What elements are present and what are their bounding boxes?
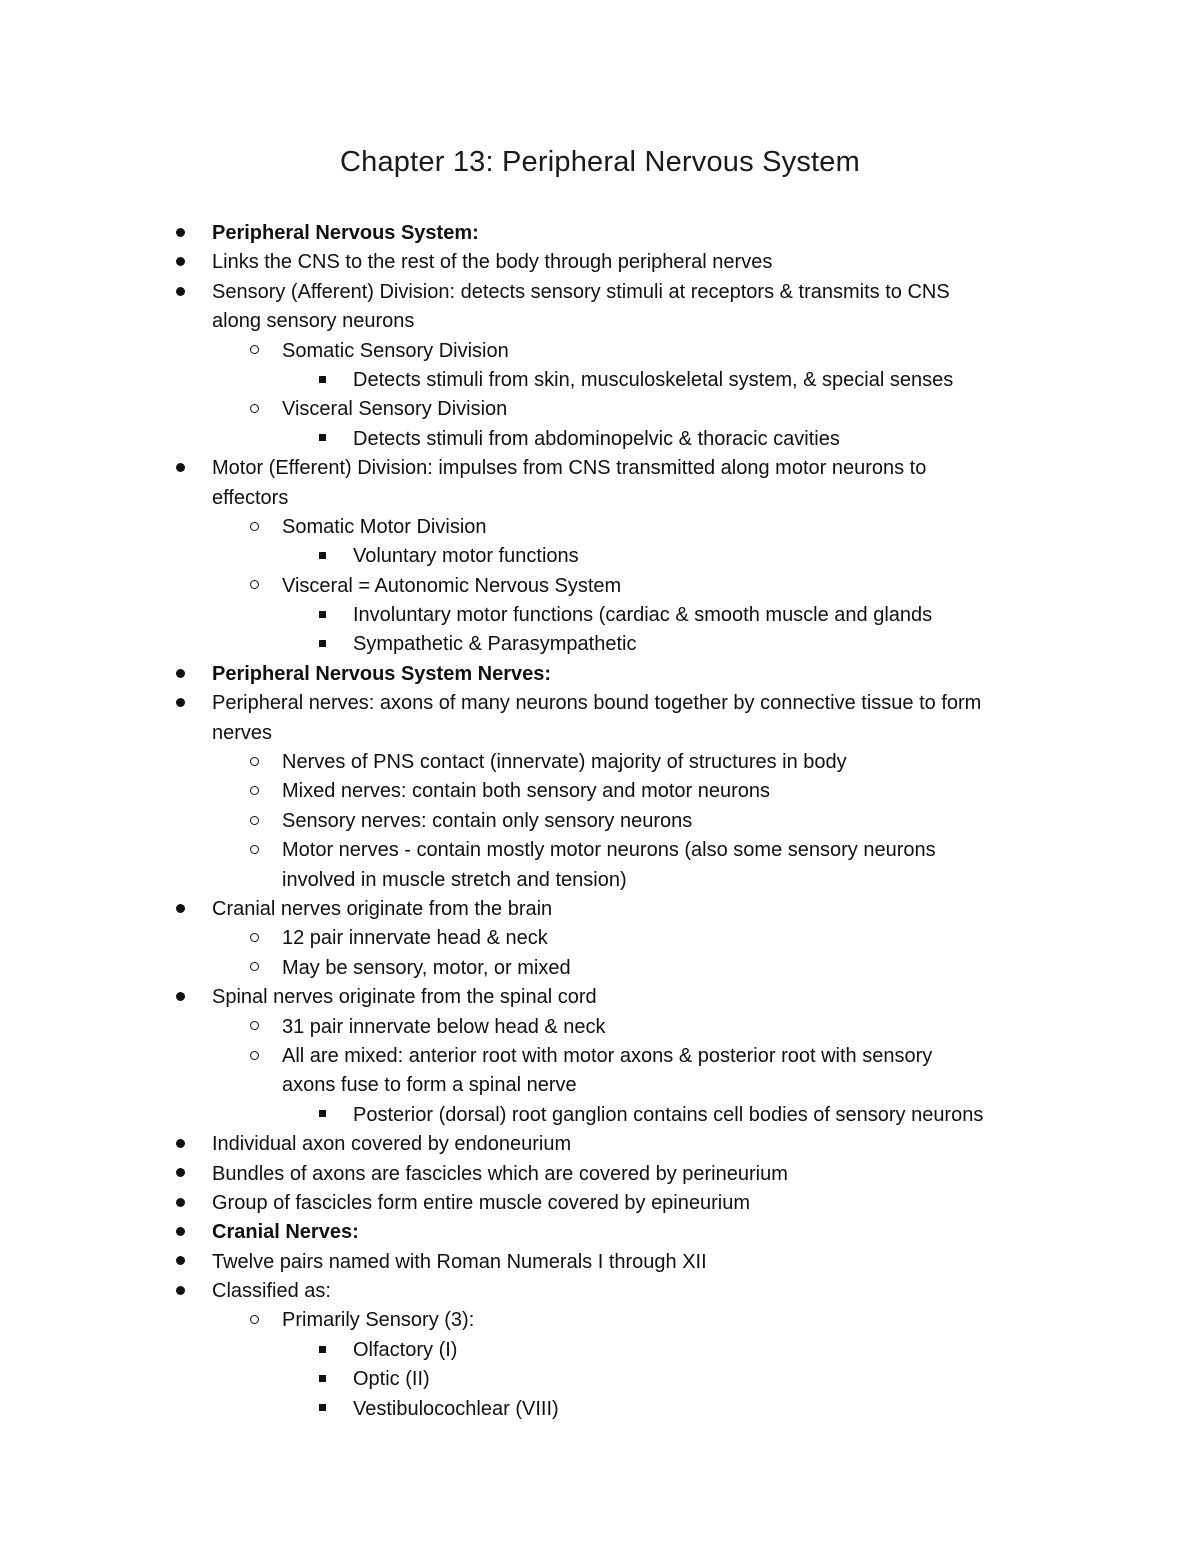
list-item-text: nerves: [212, 721, 273, 744]
list-item-text: Detects stimuli from skin, musculoskeletal system, & special senses: [353, 368, 954, 391]
list-item-text: axons fuse to form a spinal nerve: [282, 1074, 577, 1097]
list-item-text: Detects stimuli from abdominopelvic & thoracic cavities: [353, 427, 840, 450]
bullet-disc-icon: [170, 660, 190, 689]
list-item: [0, 1277, 1200, 1306]
list-item-text: Olfactory (I): [353, 1338, 458, 1361]
list-item-text: Involuntary motor functions (cardiac & smooth muscle and glands: [353, 604, 933, 627]
list-item: [0, 895, 1200, 924]
bullet-disc-icon: [170, 454, 190, 483]
list-item-continuation: [0, 307, 1200, 336]
bullet-circle-icon: [244, 777, 264, 806]
list-item-text: Posterior (dorsal) root ganglion contains cell bodies of sensory neurons: [353, 1103, 984, 1126]
list-item: [0, 1306, 1200, 1335]
list-item: [0, 366, 1200, 395]
list-item-text: Voluntary motor functions: [353, 545, 579, 568]
list-item: [0, 924, 1200, 953]
list-item-text: Primarily Sensory (3):: [282, 1309, 475, 1332]
list-item-continuation: [0, 484, 1200, 513]
list-item-text: Motor (Efferent) Division: impulses from CNS transmitted along motor neurons to: [212, 457, 927, 480]
bullet-circle-icon: [244, 924, 264, 953]
bullet-disc-icon: [170, 219, 190, 248]
bullet-square-icon: [312, 1336, 332, 1365]
list-item: [0, 1336, 1200, 1365]
list-item-continuation: [0, 866, 1200, 895]
list-item: [0, 1042, 1200, 1071]
list-item-text: Sensory nerves: contain only sensory neurons: [282, 809, 693, 832]
list-item-continuation: [0, 1071, 1200, 1100]
list-item-text: Vestibulocochlear (VIII): [353, 1397, 559, 1420]
bullet-circle-icon: [244, 836, 264, 865]
list-item: [0, 1189, 1200, 1218]
bullet-circle-icon: [244, 572, 264, 601]
bullet-disc-icon: [170, 1218, 190, 1247]
bullet-disc-icon: [170, 983, 190, 1012]
list-item: [0, 513, 1200, 542]
list-item-text: Optic (II): [353, 1368, 430, 1391]
bullet-disc-icon: [170, 689, 190, 718]
list-item: [0, 454, 1200, 483]
list-item: [0, 542, 1200, 571]
list-item: [0, 1365, 1200, 1394]
list-item-text: Links the CNS to the rest of the body through peripheral nerves: [212, 251, 773, 274]
list-item: [0, 689, 1200, 718]
section-heading: Cranial Nerves:: [212, 1221, 359, 1244]
bullet-disc-icon: [170, 1189, 190, 1218]
list-item: [0, 395, 1200, 424]
list-item: [0, 219, 1200, 248]
list-item: [0, 425, 1200, 454]
bullet-circle-icon: [244, 513, 264, 542]
list-item-text: along sensory neurons: [212, 310, 415, 333]
list-item: [0, 1160, 1200, 1189]
list-item-text: 31 pair innervate below head & neck: [282, 1015, 606, 1038]
section-heading: Peripheral Nervous System:: [212, 222, 479, 244]
bullet-circle-icon: [244, 1042, 264, 1071]
list-item-text: Classified as:: [212, 1280, 331, 1303]
list-item: [0, 630, 1200, 659]
bullet-disc-icon: [170, 278, 190, 307]
outline-list: [0, 219, 1200, 1424]
bullet-square-icon: [312, 366, 332, 395]
section-heading: Peripheral Nervous System Nerves:: [212, 662, 552, 685]
bullet-square-icon: [312, 425, 332, 454]
bullet-square-icon: [312, 601, 332, 630]
list-item: [0, 248, 1200, 277]
list-item: [0, 601, 1200, 630]
list-item-text: Somatic Motor Division: [282, 515, 487, 538]
list-item-text: Spinal nerves originate from the spinal cord: [212, 986, 597, 1009]
list-item: [0, 836, 1200, 865]
list-item-text: Cranial nerves originate from the brain: [212, 897, 553, 920]
bullet-circle-icon: [244, 395, 264, 424]
list-item-text: effectors: [212, 486, 289, 509]
bullet-circle-icon: [244, 1013, 264, 1042]
bullet-disc-icon: [170, 1277, 190, 1306]
list-item: [0, 954, 1200, 983]
list-item: [0, 1013, 1200, 1042]
list-item-text: involved in muscle stretch and tension): [282, 868, 627, 891]
list-item-text: All are mixed: anterior root with motor axons & posterior root with sensory: [282, 1044, 933, 1067]
list-item-text: Visceral Sensory Division: [282, 398, 508, 421]
list-item-text: Sympathetic & Parasympathetic: [353, 633, 637, 656]
list-item: [0, 748, 1200, 777]
bullet-square-icon: [312, 1101, 332, 1130]
list-item-text: Mixed nerves: contain both sensory and motor neurons: [282, 780, 771, 803]
bullet-circle-icon: [244, 337, 264, 366]
bullet-circle-icon: [244, 748, 264, 777]
bullet-disc-icon: [170, 1248, 190, 1277]
list-item-text: Twelve pairs named with Roman Numerals I through XII: [212, 1250, 707, 1273]
bullet-disc-icon: [170, 1130, 190, 1159]
list-item: [0, 1395, 1200, 1424]
bullet-square-icon: [312, 630, 332, 659]
bullet-circle-icon: [244, 954, 264, 983]
list-item: [0, 660, 1200, 689]
list-item: [0, 777, 1200, 806]
list-item-text: Sensory (Afferent) Division: detects sensory stimuli at receptors & transmits to CNS: [212, 280, 950, 303]
list-item-text: Visceral = Autonomic Nervous System: [282, 574, 622, 597]
list-item: [0, 1101, 1200, 1130]
list-item-text: Group of fascicles form entire muscle covered by epineurium: [212, 1191, 751, 1214]
list-item-text: Motor nerves - contain mostly motor neurons (also some sensory neurons: [282, 839, 936, 862]
bullet-circle-icon: [244, 1306, 264, 1335]
list-item-text: Bundles of axons are fascicles which are covered by perineurium: [212, 1162, 788, 1185]
bullet-square-icon: [312, 1365, 332, 1394]
list-item: [0, 278, 1200, 307]
bullet-disc-icon: [170, 248, 190, 277]
list-item-text: Somatic Sensory Division: [282, 339, 509, 362]
list-item: [0, 337, 1200, 366]
list-item: [0, 983, 1200, 1012]
list-item-text: Individual axon covered by endoneurium: [212, 1133, 572, 1156]
list-item: [0, 572, 1200, 601]
bullet-disc-icon: [170, 895, 190, 924]
list-item: [0, 1218, 1200, 1247]
bullet-square-icon: [312, 542, 332, 571]
bullet-square-icon: [312, 1395, 332, 1424]
list-item: [0, 1248, 1200, 1277]
list-item-text: Nerves of PNS contact (innervate) majority of structures in body: [282, 751, 847, 774]
list-item-text: 12 pair innervate head & neck: [282, 927, 548, 950]
list-item-text: May be sensory, motor, or mixed: [282, 956, 571, 979]
list-item: [0, 807, 1200, 836]
bullet-circle-icon: [244, 807, 264, 836]
list-item-continuation: [0, 719, 1200, 748]
list-item-text: Peripheral nerves: axons of many neurons bound together by connective tissue to form: [212, 692, 982, 715]
list-item: [0, 1130, 1200, 1159]
bullet-disc-icon: [170, 1160, 190, 1189]
page-title: Chapter 13: Peripheral Nervous System: [340, 146, 860, 178]
